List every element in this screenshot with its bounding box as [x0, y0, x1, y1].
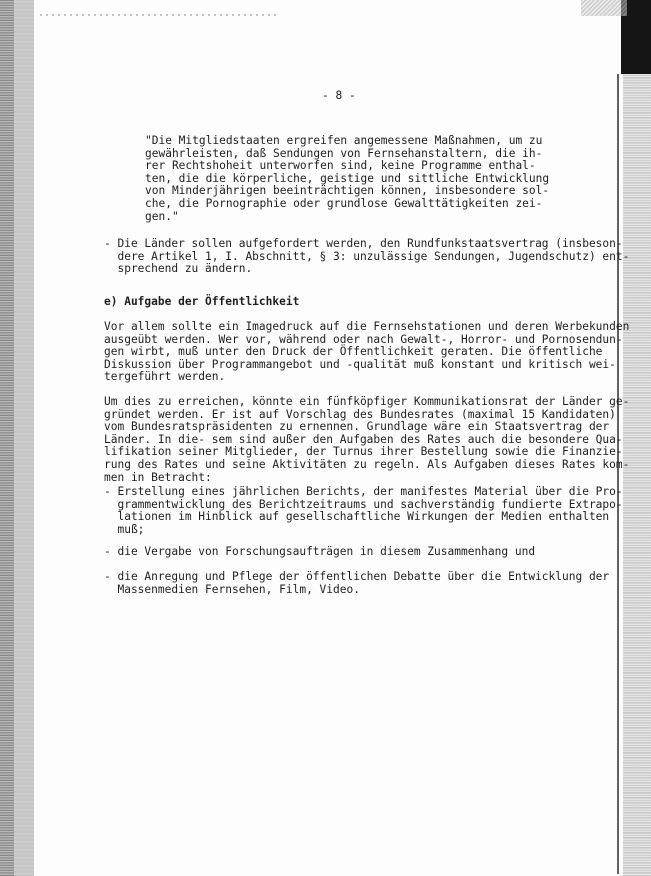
- quote-block: "Die Mitgliedstaaten ergreifen angemessene Maßnahmen, um zu gewährleisten, daß Sendungen von Fernsehanstaltern, die ih- rer Rechtshoheit unterworfen sind, keine Programme enthal- ten, die die körperliche, geistige und sittliche Entwicklung von Minderjährigen beeinträchtigen können, insbesondere sol- che, die Pornographie oder grundlose Gewalttätigkeiten zei- gen.": [145, 134, 550, 223]
- page-number: - 8 -: [322, 89, 356, 102]
- bullet-item: - die Vergabe von Forschungsaufträgen in diesem Zusammenhang und: [104, 545, 536, 558]
- scan-top-dots: [40, 14, 280, 16]
- scan-top-noise: [581, 0, 627, 16]
- bullet-item: - die Anregung und Pflege der öffentlichen Debatte über die Entwicklung der Massenmedien Fernsehen, Film, Video.: [104, 570, 610, 596]
- scan-edge-left-dark: [0, 0, 14, 876]
- section-heading: e) Aufgabe der Öffentlichkeit: [104, 295, 300, 308]
- bullet-item: - Die Länder sollen aufgefordert werden, den Rundfunkstaatsvertrag (insbeson- dere Artikel 1, I. Abschnitt, § 3: unzulässige Sendungen, Jugendschutz) ent- sprechend zu ändern.: [104, 237, 630, 276]
- bullet-item: - Erstellung eines jährlichen Berichts, der manifestes Material über die Pro- grammentwicklung des Berichtzeitraums und sachverständig fundierte Extrapo- lationen im Hinblick auf gesellschaftliche Wirkungen der Medien enthalten muß;: [104, 485, 623, 536]
- paragraph: Um dies zu erreichen, könnte ein fünfköpfiger Kommunikationsrat der Länder ge- gründet werden. Er ist auf Vorschlag des Bundesrates (maximal 15 Kandidaten) vom Bundesratspräsidenten zu ernennen. Grundlage wäre ein Staatsvertrag der Länder. In die- sem sind außer den Aufgaben des Rates auch die besondere Qua- lifikation seiner Mitglieder, der Turnus ihrer Bestellung sowie die Finanzie- rung des Rates und seine Aktivitäten zu regeln. Als Aufgaben dieses Rates kom- men in Betracht:: [104, 395, 630, 484]
- paragraph: Vor allem sollte ein Imagedruck auf die Fernsehstationen und deren Werbekunden ausgeübt werden. Wer vor, während oder nach Gewalt-, Horror- und Pornosendun- gen wirbt, muß unter den Druck der Öffentlichkeit geraten. Die öffentliche Diskussion über Programmangebot und -qualität muß konstant und kritisch wei- tergeführt werden.: [104, 320, 630, 384]
